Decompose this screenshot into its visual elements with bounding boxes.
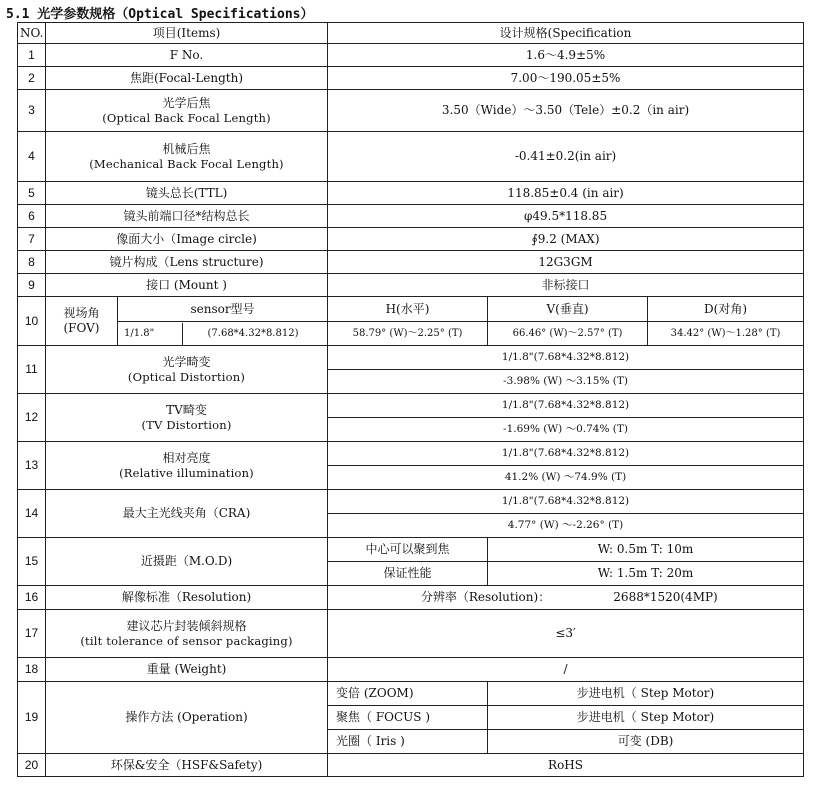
table-row <box>18 90 804 132</box>
item-label: 焦距(Focal-Length) <box>46 67 328 90</box>
row-number: 19 <box>18 682 46 754</box>
fov-sensor-header: sensor型号 <box>118 297 328 322</box>
table-header-row <box>18 23 804 44</box>
item-label-en: (tilt tolerance of sensor packaging) <box>80 633 293 648</box>
operation-focus-value: 步进电机（ Step Motor) <box>488 706 804 730</box>
spec-value: φ49.5*118.85 <box>328 205 804 228</box>
operation-focus-label: 聚焦（ FOCUS ) <box>328 706 488 730</box>
item-label-en: (Optical Distortion) <box>127 369 246 384</box>
table-row <box>18 586 804 610</box>
table-row <box>18 442 804 466</box>
mod-sub-label: 保证性能 <box>328 562 488 586</box>
table-row <box>18 610 804 658</box>
item-label-en: (FOV) <box>63 321 100 335</box>
item-label-cn: 建议芯片封装倾斜规格 <box>126 618 247 633</box>
spec-value: 3.50（Wide）～3.50（Tele）±0.2（in air) <box>328 90 804 132</box>
table-row <box>18 132 804 182</box>
item-label: 重量 (Weight) <box>46 658 328 682</box>
item-label <box>46 394 328 442</box>
fov-sensor-cell <box>118 322 328 346</box>
item-label-en: (TV Distortion) <box>141 417 232 432</box>
table-row <box>18 682 804 706</box>
item-label-cn: 机械后焦 <box>162 141 211 156</box>
spec-value: ∮9.2 (MAX) <box>328 228 804 251</box>
item-label <box>46 610 328 658</box>
mod-sub-label: 中心可以聚到焦 <box>328 538 488 562</box>
header-spec: 设计规格(Specification <box>328 23 804 44</box>
item-label-cn: 视场角 <box>63 306 100 320</box>
spec-value <box>328 586 804 610</box>
item-label <box>46 132 328 182</box>
fov-h-value: 58.79° (W)～2.25° (T) <box>328 322 488 346</box>
row-number: 11 <box>18 346 46 394</box>
row-number: 14 <box>18 490 46 538</box>
row-number: 12 <box>18 394 46 442</box>
fov-v-header: V(垂直) <box>488 297 648 322</box>
table-row <box>18 251 804 274</box>
row-number: 1 <box>18 44 46 67</box>
row-number: 18 <box>18 658 46 682</box>
spec-sensor: 1/1.8"(7.68*4.32*8.812) <box>328 394 804 418</box>
item-label-en: (Mechanical Back Focal Length) <box>89 156 284 171</box>
table-row <box>18 228 804 251</box>
item-label <box>46 346 328 394</box>
operation-zoom-value: 步进电机（ Step Motor) <box>488 682 804 706</box>
row-number: 16 <box>18 586 46 610</box>
table-row <box>18 182 804 205</box>
resolution-value: 2688*1520(4MP) <box>613 590 718 604</box>
item-label: F No. <box>46 44 328 67</box>
header-no: NO. <box>18 23 46 44</box>
row-number: 2 <box>18 67 46 90</box>
item-label-en: (Optical Back Focal Length) <box>102 110 271 125</box>
row-number: 8 <box>18 251 46 274</box>
table-row <box>18 754 804 777</box>
fov-d-header: D(对角) <box>648 297 804 322</box>
spec-value: / <box>328 658 804 682</box>
row-number: 17 <box>18 610 46 658</box>
optical-spec-table <box>17 22 804 777</box>
operation-zoom-label: 变倍 (ZOOM) <box>328 682 488 706</box>
item-label: 镜头前端口径*结构总长 <box>46 205 328 228</box>
table-row <box>18 346 804 370</box>
row-number: 10 <box>18 297 46 346</box>
spec-value: -3.98% (W) ～3.15% (T) <box>328 370 804 394</box>
table-row <box>18 44 804 67</box>
spec-value: 1.6～4.9±5% <box>328 44 804 67</box>
item-label: 最大主光线夹角（CRA) <box>46 490 328 538</box>
item-label: 操作方法 (Operation) <box>46 682 328 754</box>
item-label-en: (Relative illumination) <box>119 465 254 480</box>
table-row <box>18 67 804 90</box>
fov-h-header: H(水平) <box>328 297 488 322</box>
item-label <box>46 297 118 346</box>
spec-value: 4.77° (W) ～-2.26° (T) <box>328 514 804 538</box>
item-label <box>46 90 328 132</box>
item-label <box>46 442 328 490</box>
spec-value: ≤3′ <box>328 610 804 658</box>
row-number: 3 <box>18 90 46 132</box>
mod-sub-value: W: 0.5m T: 10m <box>488 538 804 562</box>
spec-value: -1.69% (W) ～0.74% (T) <box>328 418 804 442</box>
fov-sensor-size: 1/1.8" <box>120 323 183 345</box>
table-row-fov-values <box>18 322 804 346</box>
item-label: 环保&安全（HSF&Safety) <box>46 754 328 777</box>
spec-value: 7.00～190.05±5% <box>328 67 804 90</box>
table-row <box>18 205 804 228</box>
header-items: 项目(Items) <box>46 23 328 44</box>
mod-sub-value: W: 1.5m T: 20m <box>488 562 804 586</box>
table-row <box>18 274 804 297</box>
fov-v-value: 66.46° (W)～2.57° (T) <box>488 322 648 346</box>
row-number: 15 <box>18 538 46 586</box>
table-row <box>18 538 804 562</box>
item-label: 解像标准（Resolution) <box>46 586 328 610</box>
operation-iris-label: 光圈（ Iris ) <box>328 730 488 754</box>
item-label-cn: 光学畸变 <box>162 354 211 369</box>
table-row <box>18 394 804 418</box>
item-label-cn: TV畸变 <box>166 402 207 417</box>
item-label-cn: 光学后焦 <box>162 95 211 110</box>
row-number: 4 <box>18 132 46 182</box>
row-number: 7 <box>18 228 46 251</box>
item-label-cn: 相对亮度 <box>162 450 211 465</box>
spec-sensor: 1/1.8"(7.68*4.32*8.812) <box>328 490 804 514</box>
fov-sensor-dims: (7.68*4.32*8.812) <box>207 327 299 339</box>
row-number: 20 <box>18 754 46 777</box>
spec-sensor: 1/1.8"(7.68*4.32*8.812) <box>328 442 804 466</box>
row-number: 5 <box>18 182 46 205</box>
item-label: 近摄距（M.O.D) <box>46 538 328 586</box>
table-row <box>18 490 804 514</box>
spec-value: 41.2% (W) ～74.9% (T) <box>328 466 804 490</box>
spec-value: 12G3GM <box>328 251 804 274</box>
item-label: 接口 (Mount ) <box>46 274 328 297</box>
item-label: 像面大小（Image circle) <box>46 228 328 251</box>
table-row <box>18 658 804 682</box>
resolution-label: 分辨率（Resolution)： <box>420 590 551 604</box>
spec-value: -0.41±0.2(in air) <box>328 132 804 182</box>
section-heading: 5.1 光学参数规格（Optical Specifications） <box>6 7 314 22</box>
item-label: 镜片构成（Lens structure) <box>46 251 328 274</box>
spec-value: 非标接口 <box>328 274 804 297</box>
fov-d-value: 34.42° (W)～1.28° (T) <box>648 322 804 346</box>
row-number: 13 <box>18 442 46 490</box>
spec-value: RoHS <box>328 754 804 777</box>
row-number: 9 <box>18 274 46 297</box>
operation-iris-value: 可变 (DB) <box>488 730 804 754</box>
table-row-fov <box>18 297 804 322</box>
spec-value: 118.85±0.4 (in air) <box>328 182 804 205</box>
item-label: 镜头总长(TTL) <box>46 182 328 205</box>
spec-sensor: 1/1.8"(7.68*4.32*8.812) <box>328 346 804 370</box>
row-number: 6 <box>18 205 46 228</box>
